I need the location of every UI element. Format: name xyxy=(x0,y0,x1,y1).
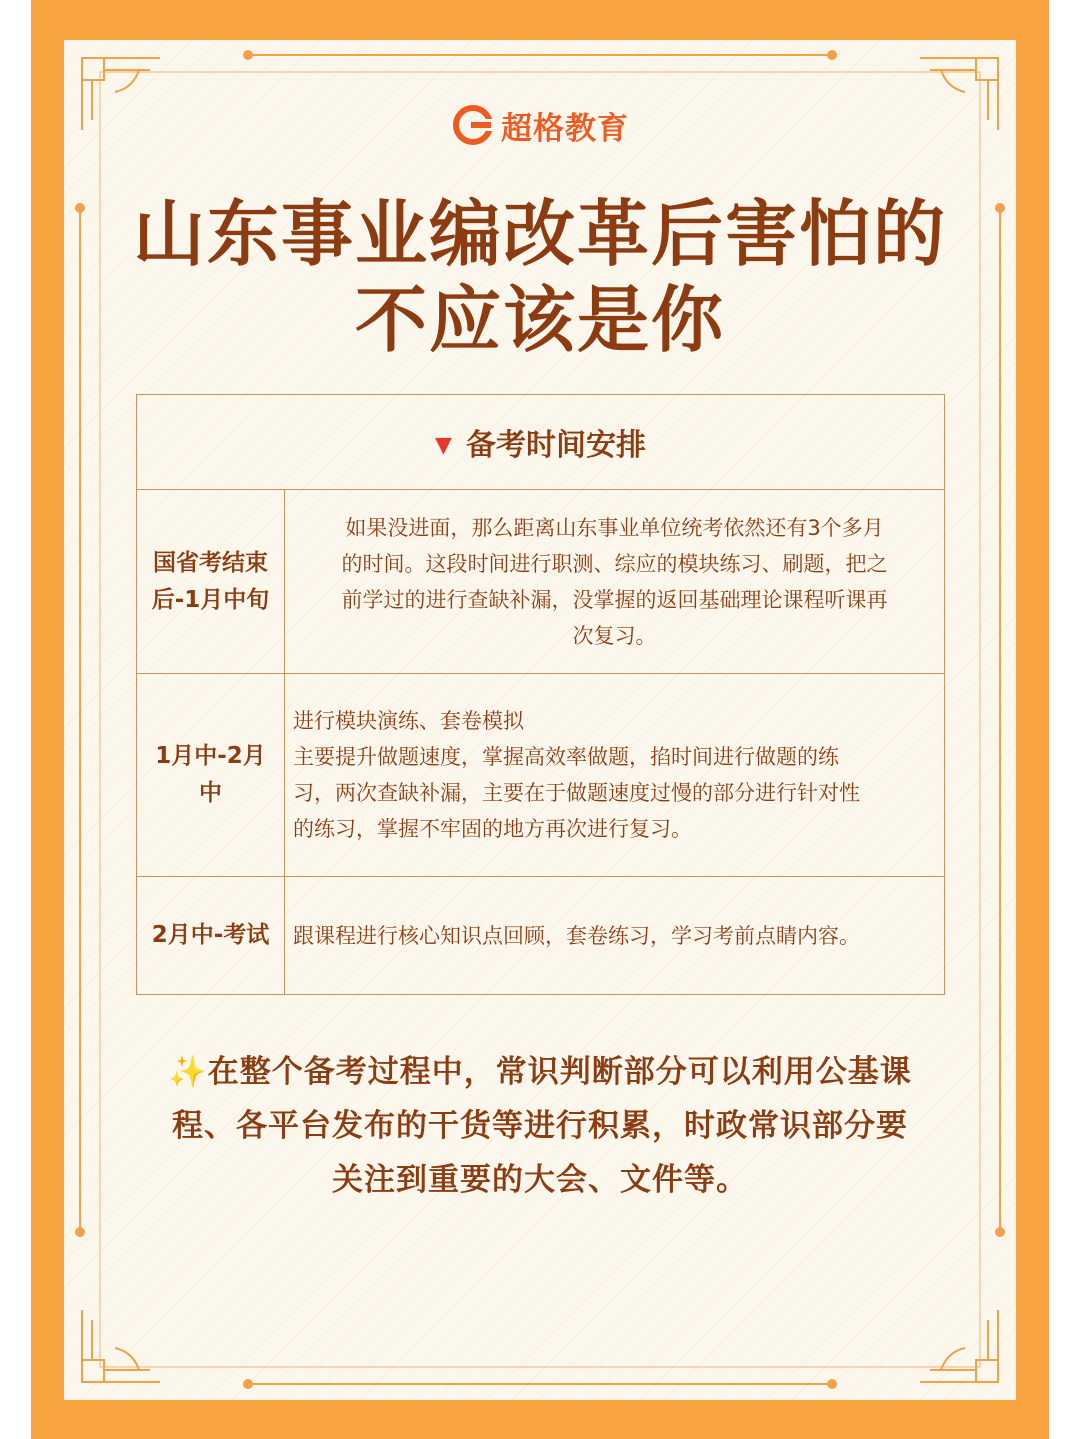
period-line: 后-1月中旬 xyxy=(151,586,270,613)
content-line: 前学过的进行查缺补漏，没掌握的返回基础理论课程听课再 xyxy=(341,587,888,612)
corner-ornament-br xyxy=(920,1310,998,1382)
period-line: 1月中-2月 xyxy=(155,743,266,769)
content-line: 跟课程进行核心知识点回顾，套卷练习，学习考前点睛内容。 xyxy=(293,923,860,948)
brand-logo xyxy=(0,100,1080,150)
note-line: 程、各平台发布的干货等进行积累，时政常识部分要 xyxy=(172,1108,908,1144)
content-line: 习，两次查缺补漏，主要在于做题速度过慢的部分进行针对性 xyxy=(293,781,860,805)
content-line: 如果没进面，那么距离山东事业单位统考依然还有3个多月 xyxy=(345,515,884,540)
content-line: 进行模块演练、套卷模拟 xyxy=(293,709,524,733)
red-triangle-down-icon: ▼ xyxy=(435,433,452,458)
content-line: 的时间。这段时间进行职测、综应的模块练习、刷题，把之 xyxy=(341,551,888,576)
period-line: 中 xyxy=(199,780,222,806)
g-logo-icon xyxy=(451,103,495,147)
period-content xyxy=(285,674,945,877)
brand-name: 超格教育 xyxy=(501,110,629,147)
page-title-line2: 不应该是你 xyxy=(354,278,725,362)
note-line: 关注到重要的大会、文件等。 xyxy=(332,1162,748,1198)
table-row xyxy=(137,674,945,877)
schedule-heading xyxy=(137,395,945,490)
sparkles-icon: ✨ xyxy=(168,1054,208,1090)
content-line: 主要提升做题速度，掌握高效率做题，掐时间进行做题的练 xyxy=(293,745,839,769)
schedule-table xyxy=(136,394,945,995)
period-label xyxy=(137,674,285,877)
corner-ornament-bl xyxy=(82,1310,160,1382)
schedule-heading-text: 备考时间安排 xyxy=(465,428,646,463)
period-content xyxy=(285,490,945,674)
table-row xyxy=(137,490,945,674)
period-line: 2月中-考试 xyxy=(151,922,270,948)
period-line: 国省考结束 xyxy=(153,549,268,576)
note-line: 在整个备考过程中，常识判断部分可以利用公基课 xyxy=(207,1054,912,1090)
summary-note xyxy=(150,1045,930,1207)
period-content xyxy=(285,877,945,995)
table-row xyxy=(137,877,945,995)
content-line: 次复习。 xyxy=(572,623,657,648)
page-title-line1: 山东事业编改革后害怕的 xyxy=(132,192,947,276)
period-label xyxy=(137,877,285,995)
content-line: 的练习，掌握不牢固的地方再次进行复习。 xyxy=(293,817,692,841)
period-label xyxy=(137,490,285,674)
